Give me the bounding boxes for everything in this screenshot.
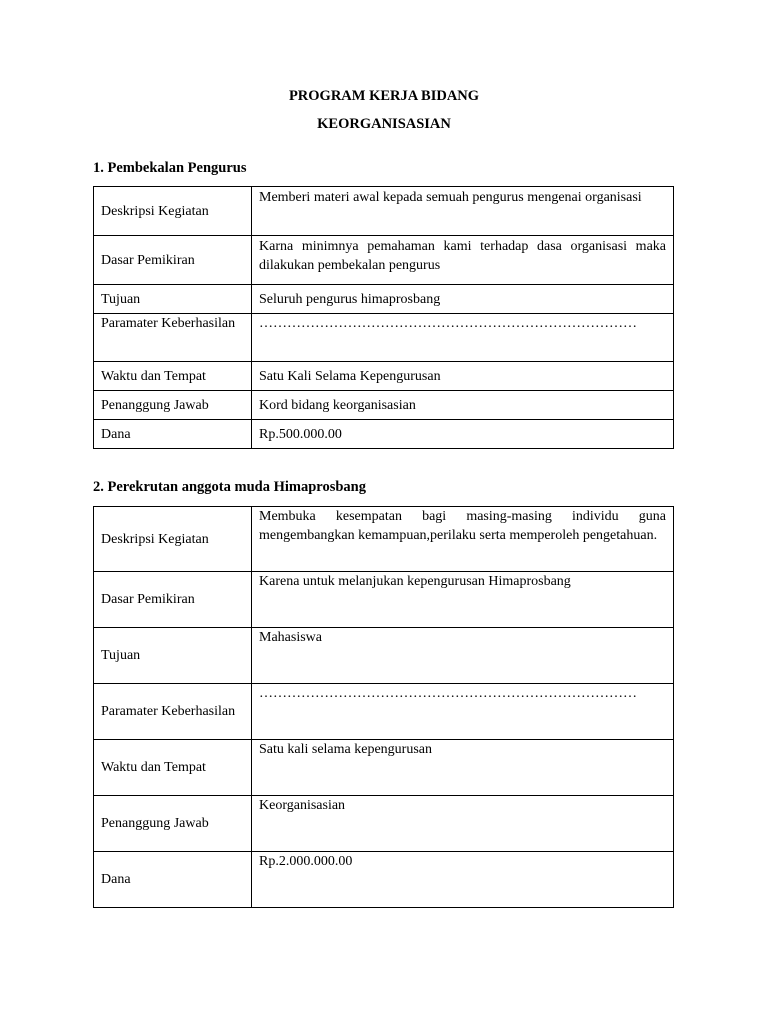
- row-value: Membuka kesempatan bagi masing-masing individu guna mengembangkan kemampuan,perilaku serta memperoleh pengetahuan.: [252, 507, 674, 572]
- row-label: Waktu dan Tempat: [94, 740, 252, 796]
- row-value: Keorganisasian: [252, 796, 674, 852]
- section2-heading: 2. Perekrutan anggota muda Himaprosbang: [93, 479, 366, 495]
- row-label: Tujuan: [94, 628, 252, 684]
- table-row: [94, 507, 674, 572]
- row-value: Karena untuk melanjukan kepengurusan Himaprosbang: [252, 572, 674, 628]
- table-row: [94, 236, 674, 285]
- row-label: Deskripsi Kegiatan: [94, 507, 252, 572]
- row-value: Kord bidang keorganisasian: [252, 391, 674, 420]
- row-value: Satu kali selama kepengurusan: [252, 740, 674, 796]
- row-label: Dana: [94, 852, 252, 908]
- table-row: [94, 796, 674, 852]
- row-value: Memberi materi awal kepada semuah pengurus mengenai organisasi: [252, 187, 674, 236]
- table-row: [94, 187, 674, 236]
- row-label: Paramater Keberhasilan: [94, 314, 252, 362]
- row-label: Penanggung Jawab: [94, 796, 252, 852]
- table-row: [94, 420, 674, 449]
- row-label: Dana: [94, 420, 252, 449]
- document-title-line2: KEORGANISASIAN: [317, 116, 451, 132]
- row-value: Mahasiswa: [252, 628, 674, 684]
- table-row: [94, 391, 674, 420]
- row-value: Seluruh pengurus himaprosbang: [252, 285, 674, 314]
- section1-heading: 1. Pembekalan Pengurus: [93, 160, 247, 176]
- row-value: ………………………………………………………………………: [252, 314, 674, 362]
- table-row: [94, 740, 674, 796]
- table-row: [94, 684, 674, 740]
- row-value: Karna minimnya pemahaman kami terhadap dasa organisasi maka dilakukan pembekalan pengurus: [252, 236, 674, 285]
- table-row: [94, 314, 674, 362]
- row-label: Dasar Pemikiran: [94, 236, 252, 285]
- row-value: Satu Kali Selama Kepengurusan: [252, 362, 674, 391]
- row-value: Rp.2.000.000.00: [252, 852, 674, 908]
- row-label: Deskripsi Kegiatan: [94, 187, 252, 236]
- section1-table: [93, 186, 674, 449]
- row-label: Tujuan: [94, 285, 252, 314]
- row-value: ………………………………………………………………………: [252, 684, 674, 740]
- row-label: Paramater Keberhasilan: [94, 684, 252, 740]
- table-row: [94, 362, 674, 391]
- row-value: Rp.500.000.00: [252, 420, 674, 449]
- row-label: Dasar Pemikiran: [94, 572, 252, 628]
- table-row: [94, 852, 674, 908]
- section2-table: [93, 506, 674, 908]
- table-row: [94, 285, 674, 314]
- row-label: Waktu dan Tempat: [94, 362, 252, 391]
- table-row: [94, 628, 674, 684]
- document-title-line1: PROGRAM KERJA BIDANG: [288, 88, 480, 104]
- table-row: [94, 572, 674, 628]
- row-label: Penanggung Jawab: [94, 391, 252, 420]
